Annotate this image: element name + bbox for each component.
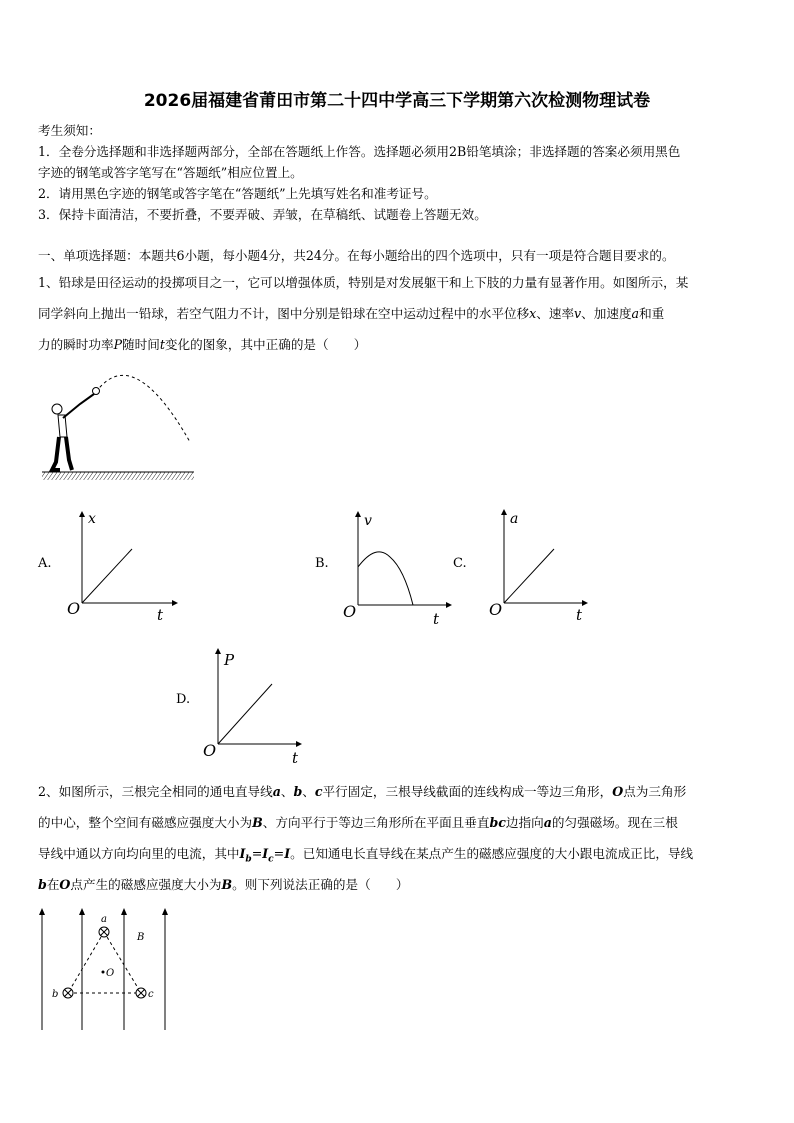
graph-D (200, 644, 312, 766)
q2-line-3: 导线中通以方向均向里的电流，其中$I_b=I_c=I$。已知通电长直导线在某点产生的磁感应强度的大小跟电流成正比，导线 (38, 846, 694, 865)
graph-A-ylabel: x (88, 511, 96, 527)
notice-item-2: 2．请用黑色字迹的钢笔或答字笔在“答题纸”上先填写姓名和准考证号。 (38, 186, 437, 201)
graph-A-origin: O (67, 599, 81, 618)
graph-D-ylabel: P (224, 651, 235, 669)
shot-put-figure (38, 362, 198, 486)
wire-a-label: a (101, 914, 107, 925)
graph-D-xlabel: t (292, 749, 299, 766)
graph-C-ylabel: a (510, 511, 519, 527)
graph-B-ylabel: v (364, 513, 372, 529)
graph-A (60, 507, 180, 625)
wires-figure (32, 906, 182, 1034)
wire-b-label: b (52, 989, 59, 1000)
q2-line-1: 2、如图所示，三根完全相同的通电直导线a、b、c平行固定，三根导线截面的连线构成一等边三角形，O点为三角形 (38, 784, 687, 799)
graph-C (486, 505, 596, 623)
graph-B-origin: O (343, 602, 357, 621)
q1-line-1: 1、铅球是田径运动的投掷项目之一，它可以增强体质，特别是对发展躯干和上下肢的力量有显著作用。如图所示，某 (38, 275, 689, 290)
option-C-label: C. (453, 556, 467, 571)
section-heading: 一、单项选择题：本题共6小题，每小题4分，共24分。在每小题给出的四个选项中，只有一项是符合题目要求的。 (38, 248, 675, 263)
q1-line-2: 同学斜向上抛出一铅球，若空气阻力不计，图中分别是铅球在空中运动过程中的水平位移x、速率v、加速度a和重 (38, 306, 665, 321)
field-B-label: B (137, 932, 145, 943)
graph-B (338, 507, 458, 625)
center-O-label: O (106, 968, 115, 979)
q2-line-2: 的中心，整个空间有磁感应强度大小为B、方向平行于等边三角形所在平面且垂直bc边指向a的匀强磁场。现在三根 (38, 815, 678, 830)
graph-C-xlabel: t (576, 606, 583, 623)
option-B-label: B. (315, 556, 329, 571)
option-A-label: A. (38, 556, 52, 571)
graph-A-xlabel: t (157, 606, 164, 624)
notice-heading: 考生须知： (38, 123, 101, 138)
graph-D-origin: O (203, 741, 217, 760)
q2-line-4: b在O点产生的磁感应强度大小为B。则下列说法正确的是（ ） (38, 877, 409, 892)
option-D-label: D. (176, 692, 191, 707)
notice-item-1-cont: 字迹的钢笔或答字笔写在“答题纸”相应位置上。 (38, 165, 303, 180)
q1-line-3: 力的瞬时功率P随时间t变化的图象，其中正确的是（ ） (38, 337, 367, 352)
notice-item-1: 1．全卷分选择题和非选择题两部分，全部在答题纸上作答。选择题必须用2B铅笔填涂；非选择题的答案必须用黑色 (38, 144, 681, 159)
graph-B-xlabel: t (433, 610, 440, 625)
graph-C-origin: O (489, 600, 503, 619)
wire-c-label: c (148, 989, 154, 1000)
page-title: 2026届福建省莆田市第二十四中学高三下学期第六次检测物理试卷 (143, 91, 651, 111)
notice-item-3: 3．保持卡面清洁，不要折叠，不要弄破、弄皱，在草稿纸、试题卷上答题无效。 (38, 207, 487, 222)
